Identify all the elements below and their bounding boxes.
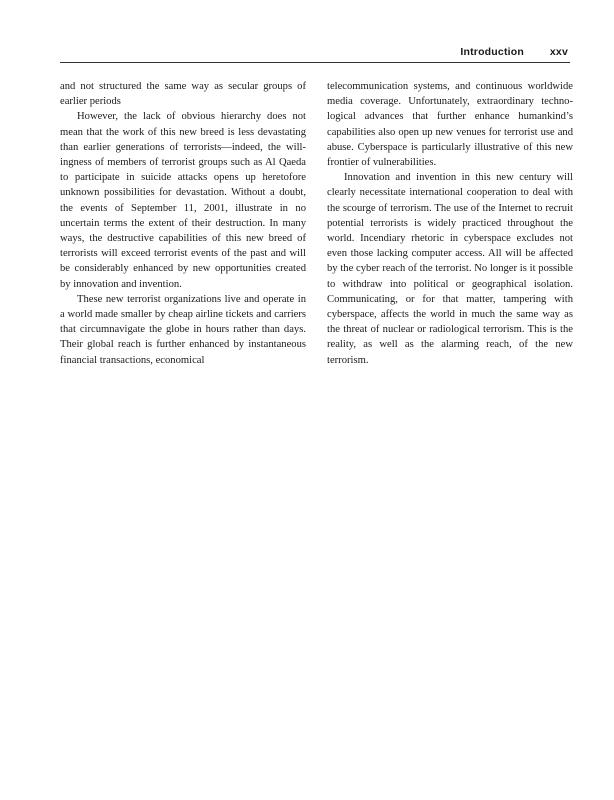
right-column xyxy=(327,79,573,368)
running-header xyxy=(60,44,570,63)
paragraph-continued: telecommunication systems, and continuous worldwide media coverage. Unfortunately, extraordinary technological advances that further enhance humankind’s capabilities also open up new venues for terrorist use and abuse. Cyberspace is particularly illustrative of this new frontier of vulnerabilities. xyxy=(327,81,573,169)
paragraph-continued: and not structured the same way as secular groups of earlier periods xyxy=(60,81,306,108)
paragraph: These new terrorist organizations live and operate in a world made smaller by cheap airline tickets and carriers that circumnavigate the globe in hours rather than days. Their global reach is further enhanced by instantaneous financial transactions, economical xyxy=(60,293,306,366)
left-column xyxy=(60,79,306,368)
page-number: xxv xyxy=(549,46,568,58)
paragraph: Innovation and invention in this new century will clearly necessitate international cooperation to deal with the scourge of terrorism. The use of the Internet to recruit potential terrorists is widely practiced throughout the world. Incendiary rhetoric in cyberspace excludes not even those lacking computer access. All will be affected by the cyber reach of the terrorist. No longer is it possible to withdraw into political or geographical isolation. Communicating, or for that matter, tampering with cyberspace, affects the world in much the same way as the threat of nuclear or radiological terrorism. This is the reality, as well as the alarming reach, of the new terrorism. xyxy=(327,172,573,366)
paragraph: However, the lack of obvious hierarchy does not mean that the work of this new breed is less devastating than earlier generations of terrorists—indeed, the willingness of members of terrorist groups such as Al Qaeda to participate in suicide attacks opens up heretofore unknown possibilities for devastation. Without a doubt, the events of September 11, 2001, illustrate in no uncertain terms the extent of their destruction. In many ways, the destructive capabilities of this new breed of terrorists will exceed terrorist events of the past and will be considerably enhanced by new opportunities created by innovation and invention. xyxy=(60,111,306,290)
running-header-section: Introduction xyxy=(460,46,524,58)
